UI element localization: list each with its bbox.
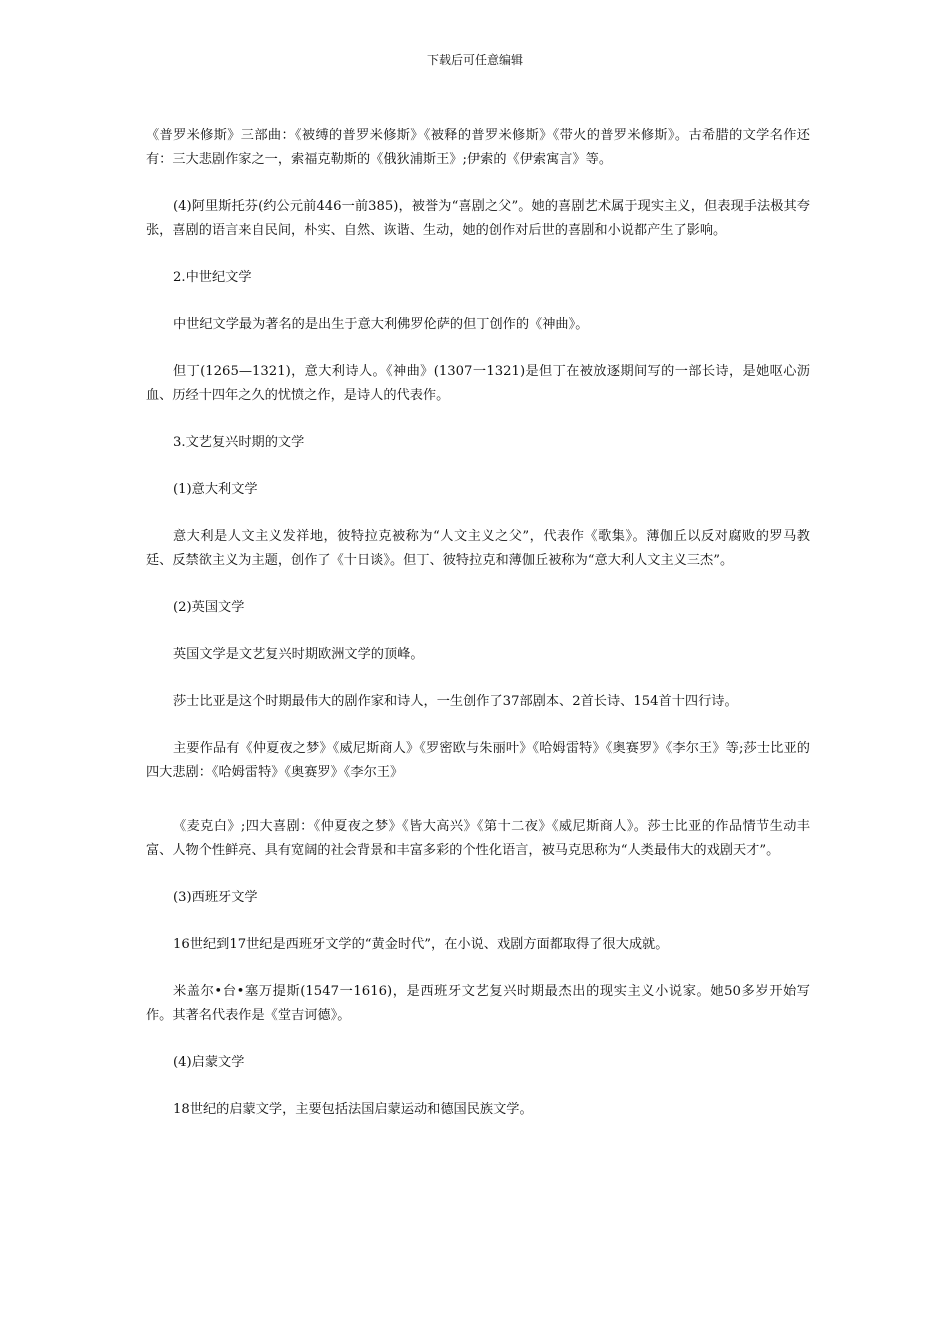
heading-renaissance-literature: 3.文艺复兴时期的文学: [173, 435, 305, 450]
heading-medieval-literature: 2.中世纪文学: [173, 270, 252, 285]
paragraph-english-intro: 英国文学是文艺复兴时期欧洲文学的顶峰。: [173, 647, 424, 662]
paragraph-prometheus: 《普罗米修斯》三部曲：《被缚的普罗米修斯》《被释的普罗米修斯》《带火的普罗米修斯》。古希腊的文学名作还有：三大悲剧作家之一，索福克勒斯的《俄狄浦斯王》;伊索的《伊索寓言》等。: [146, 128, 810, 167]
paragraph-dante: 但丁(1265—1321)，意大利诗人。《神曲》(1307一1321)是但丁在被放逐期间写的一部长诗，是她呕心沥血、历经十四年之久的忧愤之作，是诗人的代表作。: [146, 364, 810, 403]
paragraph-spanish-golden-age: 16世纪到17世纪是西班牙文学的“黄金时代”，在小说、戏剧方面都取得了很大成就。: [173, 937, 669, 952]
paragraph-shakespeare: 莎士比亚是这个时期最伟大的剧作家和诗人，一生创作了37部剧本、2首长诗、154首十四行诗。: [173, 694, 738, 709]
paragraph-aristophanes: (4)阿里斯托芬(约公元前446一前385)，被誉为“喜剧之父”。她的喜剧艺术属于现实主义，但表现手法极其夸张，喜剧的语言来自民间，朴实、自然、诙谐、生动，她的创作对后世的喜剧和小说都产生了影响。: [146, 199, 810, 238]
paragraph-shakespeare-works: 主要作品有《仲夏夜之梦》《威尼斯商人》《罗密欧与朱丽叶》《哈姆雷特》《奥赛罗》《李尔王》等;莎士比亚的四大悲剧：《哈姆雷特》《奥赛罗》《李尔王》: [146, 741, 810, 780]
heading-spanish-literature: (3)西班牙文学: [173, 890, 258, 905]
paragraph-cervantes: 米盖尔•台•塞万提斯(1547一1616)，是西班牙文艺复兴时期最杰出的现实主义小说家。她50多岁开始写作。其著名代表作是《堂吉诃德》。: [146, 984, 810, 1023]
document-body: [146, 124, 810, 1145]
paragraph-italian-literature: 意大利是人文主义发祥地，彼特拉克被称为“人文主义之父”，代表作《歌集》。薄伽丘以反对腐败的罗马教廷、反禁欲主义为主题，创作了《十日谈》。但丁、彼特拉克和薄伽丘被称为“意大利人文主义三杰”。: [146, 529, 810, 568]
heading-enlightenment-literature: (4)启蒙文学: [173, 1055, 245, 1070]
heading-english-literature: (2)英国文学: [173, 600, 245, 615]
paragraph-medieval-intro: 中世纪文学最为著名的是出生于意大利佛罗伦萨的但丁创作的《神曲》。: [173, 317, 589, 332]
page-header: 下载后可任意编辑: [426, 53, 523, 67]
heading-italian-literature: (1)意大利文学: [173, 482, 258, 497]
paragraph-shakespeare-comedies: 《麦克白》;四大喜剧：《仲夏夜之梦》《皆大高兴》《第十二夜》《威尼斯商人》。莎士比亚的作品情节生动丰富、人物个性鲜亮、具有宽阔的社会背景和丰富多彩的个性化语言，被马克思称为“人类最伟大的戏剧天才”。: [146, 819, 810, 858]
paragraph-enlightenment: 18世纪的启蒙文学，主要包括法国启蒙运动和德国民族文学。: [173, 1102, 533, 1117]
